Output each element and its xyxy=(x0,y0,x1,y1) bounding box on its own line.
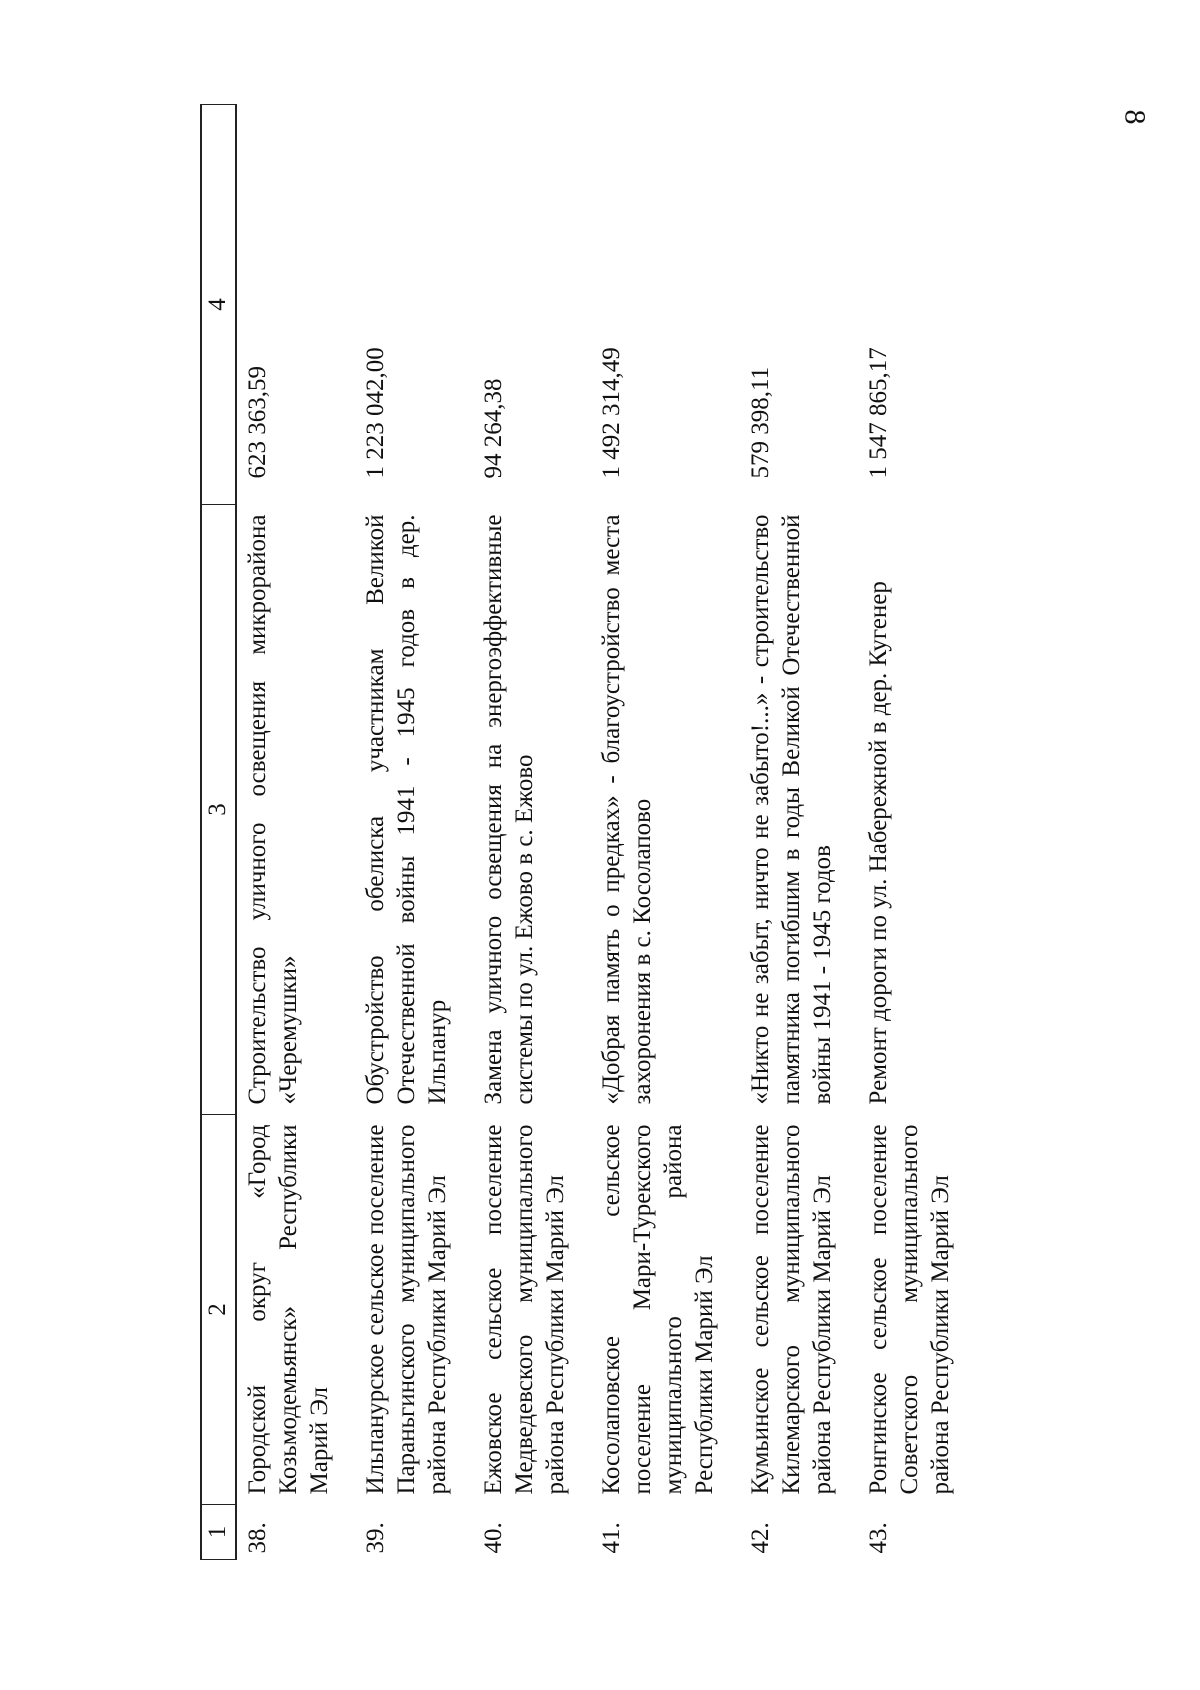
project-cell: Ремонт дороги по ул. Набережной в дер. Кугенер xyxy=(865,581,892,1105)
row-number: 42. xyxy=(747,1522,774,1554)
table-container xyxy=(200,105,1045,1560)
municipality-cell: Ронгинское сельское поселение Советского муниципального района Республики Марий Эл xyxy=(865,1124,954,1495)
table-row xyxy=(740,105,858,1560)
header-col-3: 3 xyxy=(201,505,236,1115)
row-number: 43. xyxy=(865,1522,892,1554)
row-number: 38. xyxy=(244,1522,271,1554)
amount-cell: 1 492 314,49 xyxy=(598,347,625,479)
amount-cell: 579 398,11 xyxy=(747,366,774,479)
project-cell: Строительство уличного освещения микрорайона «Черемушки» xyxy=(244,514,302,1105)
header-col-2: 2 xyxy=(201,1115,236,1505)
municipality-cell: Косолаповское сельское поселение Мари-Турекского муниципального района Республики Марий Эл xyxy=(598,1124,718,1495)
row-number: 40. xyxy=(480,1522,507,1554)
project-cell: «Никто не забыт, ничто не забыто!...» - строительство памятника погибшим в годы Великой Отечественной войны 1941 - 1945 годов xyxy=(747,514,836,1105)
table-row xyxy=(473,105,591,1560)
municipality-cell: Ежовское сельское поселение Медведевского муниципального района Республики Марий Эл xyxy=(480,1124,569,1495)
table-header-row xyxy=(201,105,236,1560)
row-number: 41. xyxy=(598,1522,625,1554)
table-row xyxy=(858,105,976,1560)
table-row xyxy=(355,105,473,1560)
municipality-cell: Кумьинское сельское поселение Килемарского муниципального района Республики Марий Эл xyxy=(747,1124,836,1495)
table-row xyxy=(591,105,740,1560)
row-number: 39. xyxy=(362,1522,389,1554)
amount-cell: 94 264,38 xyxy=(480,378,507,479)
project-cell: Замена уличного освещения на энергоэффективные системы по ул. Ежово в с. Ежово xyxy=(480,514,538,1105)
amount-cell: 1 223 042,00 xyxy=(362,347,389,479)
amount-cell: 623 363,59 xyxy=(244,366,271,479)
projects-table xyxy=(200,104,976,1560)
header-col-1: 1 xyxy=(201,1505,236,1560)
municipality-cell: Городской округ «Город Козьмодемьянск» Республики Марий Эл xyxy=(244,1124,333,1495)
table-row xyxy=(236,105,355,1560)
page-number: 8 xyxy=(1118,109,1152,125)
municipality-cell: Ильпанурское сельское поселение Параньгинского муниципального района Республики Марий Эл xyxy=(362,1124,451,1495)
project-cell: «Добрая память о предках» - благоустройство места захоронения в с. Косолапово xyxy=(598,514,656,1105)
project-cell: Обустройство обелиска участникам Великой Отечественной войны 1941 - 1945 годов в дер. Ильпанур xyxy=(362,514,451,1105)
amount-cell: 1 547 865,17 xyxy=(865,347,892,479)
header-col-4: 4 xyxy=(201,105,236,505)
